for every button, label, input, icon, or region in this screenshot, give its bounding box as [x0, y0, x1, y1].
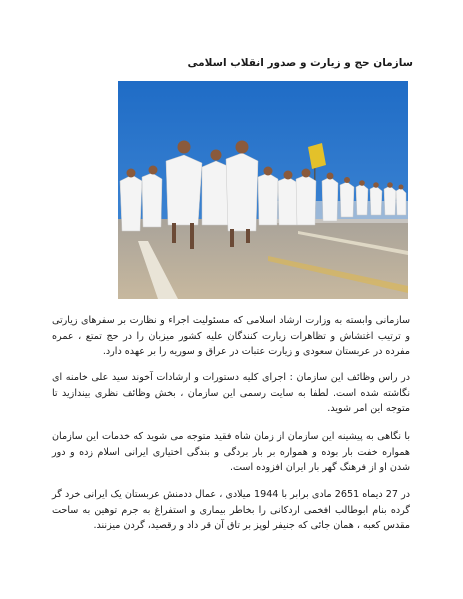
page-title: سازمان حج و زیارت و صدور انقلاب اسلامی	[187, 57, 413, 69]
paragraph-incident: در 27 دیماه 2651 مادی برابر با 1944 میلادی ، عمال ددمنش عربستان یک ایرانی خرد گر گرده بنام ابوطالب افخمی اردکانی را بخاطر بیماری و استفراغ به جرم توهین به ساحت مقدس کعبه ، همان جائی که جنیفر لوپز بر تاق آن قر داد و رقصید، گردن میزنند.	[52, 489, 410, 531]
paragraph-intro: سازمانی وابسته به وزارت ارشاد اسلامی که مسئولیت اجراء و نظارت بر سفرهای زیارتی و ترتیب اغتشاش و تظاهرات زیارت کنندگان علیه کشور میزبان را در حج تمتع ، عمره مفرده در عربستان سعودی و زیارت عتبات در عراق و سوریه را بر عهده دارد.	[52, 315, 410, 357]
paragraph-duties: در راس وظائف این سازمان : اجرای کلیه دستورات و ارشادات آخوند سید علی خامنه ای نگاشته شده است. لطفا به سایت رسمی این سازمان ، بخش وظائف نظری بیندازید تا متوجه این امر شوید.	[52, 372, 410, 414]
pilgrims-photo	[118, 81, 408, 299]
paragraph-history: با نگاهی به پیشینه این سازمان از زمان شاه فقید متوجه می شوید که خدمات این سازمان همواره خفت بار بوده و همواره بر بار بردگی و بندگی اختیاری ایرانی اسلام زده و دور شدن او از فرهنگ گهر بار ایران افزوده است.	[52, 431, 410, 473]
